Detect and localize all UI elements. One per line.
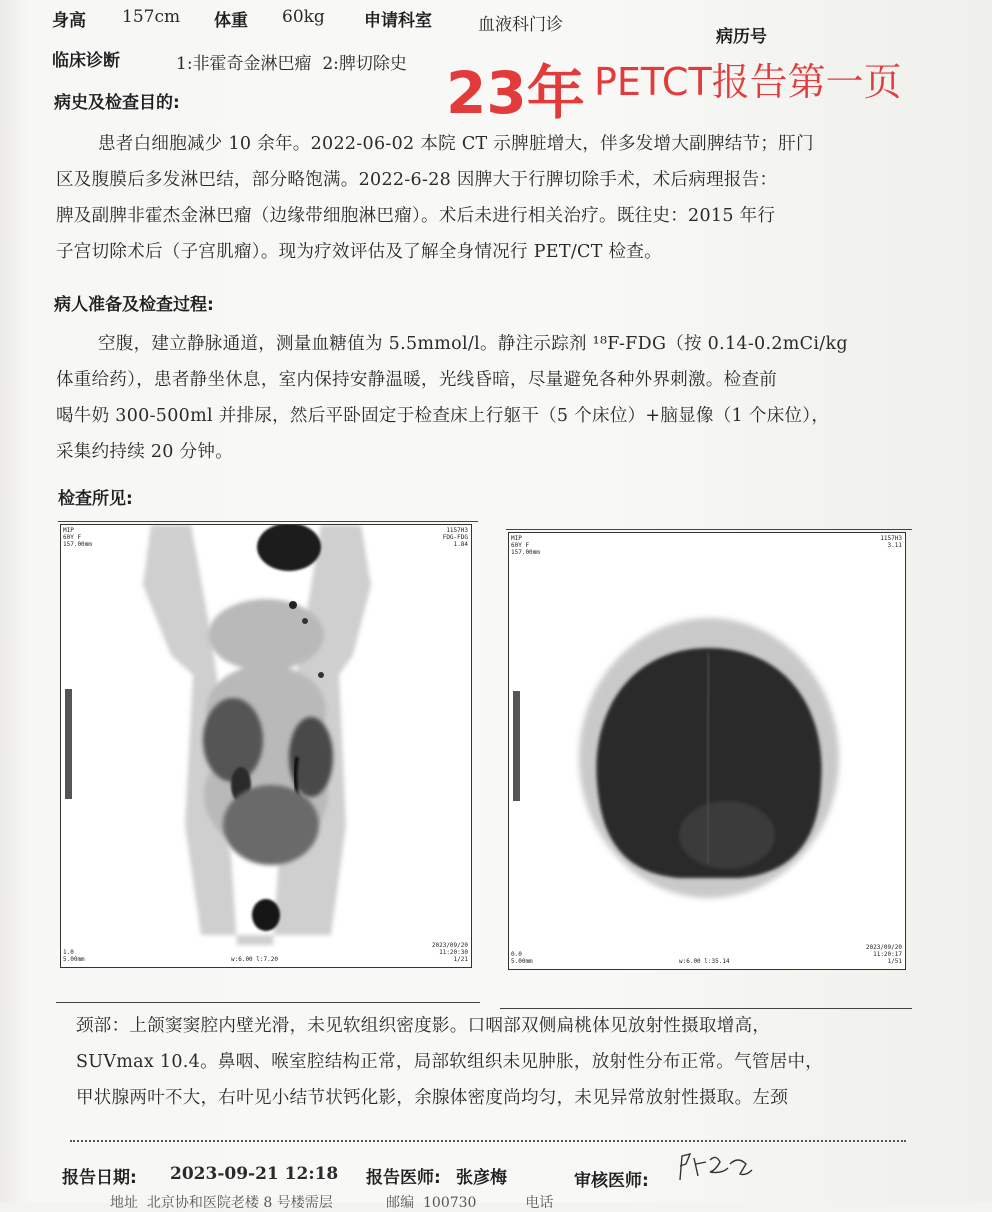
history-line: 子宫切除术后（子宫肌瘤）。现为疗效评估及了解全身情况行 PET/CT 检查。 [56,242,662,262]
height-value: 157cm [122,7,181,27]
image-corner-text: 0.0 5.00mm [511,951,533,965]
brain-mip-graphic [509,533,905,969]
image-corner-text: 2023/09/20 11:20:30 1/21 [431,942,468,963]
prep-paragraph [56,326,906,470]
history-paragraph [56,126,906,270]
record-label: 病历号 [716,27,767,47]
image-corner-text: MIP 60Y F 157.00mm [63,527,92,548]
image-top-rule [506,529,912,530]
findings-line: 颈部：上颌窦窦腔内壁光滑，未见软组织密度影。口咽部双侧扁桃体见放射性摄取增高， [76,1016,771,1036]
prep-line: 采集约持续 20 分钟。 [56,442,233,462]
whole-body-mip-graphic [61,525,471,967]
findings-line: SUVmax 10.4。鼻咽、喉室腔结构正常，局部软组织未见肿胀，放射性分布正常。气管居中， [76,1052,824,1072]
image-corner-text: 1.0 5.00mm [63,949,85,963]
image-corner-text: 1157H3 3.11 [880,535,902,549]
prep-line: 喝牛奶 300-500ml 并排尿，然后平卧固定于检查床上行躯干（5 个床位）+脑显像（1 个床位）， [56,406,830,426]
weight-value: 60kg [282,7,325,27]
image-corner-text: MIP 60Y F 157.00mm [511,535,540,556]
findings-heading: 检查所见: [58,489,133,509]
report-doctor-value: 张彦梅 [456,1168,507,1188]
history-line: 脾及副脾非霍杰金淋巴瘤（边缘带细胞淋巴瘤）。术后未进行相关治疗。既往史：2015 年行 [56,206,776,226]
reviewer-label: 审核医师: [574,1171,649,1191]
prep-line: 空腹，建立静脉通道，测量血糖值为 5.5mmol/l。静注示踪剂 ¹⁸F-FDG（按 0.14-0.2mCi/kg [98,334,848,354]
address-line: 地址 北京协和医院老楼 8 号楼需层 邮编 100730 电话 [110,1195,554,1211]
year-annotation: 23年 [446,59,585,127]
history-line: 区及腹膜后多发淋巴结，部分略饱满。2022-6-28 因脾大于行脾切除手术，术后病理报告： [56,170,778,190]
image-top-rule [58,521,478,522]
height-label: 身高 [52,11,86,31]
dept-label: 申请科室 [364,11,432,31]
image-corner-text: w:6.00 l:35.14 [679,958,730,965]
report-doctor-label: 报告医师: [366,1168,441,1188]
image-corner-text: 2023/09/20 11:20:17 1/51 [865,944,902,965]
prep-heading: 病人准备及检查过程: [54,295,214,315]
findings-line: 甲状腺两叶不大，右叶见小结节状钙化影，余腺体密度尚均匀，未见异常放射性摄取。左颈 [76,1088,788,1108]
diagnosis-value: 1:非霍奇金淋巴瘤 2:脾切除史 [176,54,407,74]
image-corner-text: w:6.00 l:7.20 [231,956,278,963]
image-corner-text: 1157H3 FDG-FDG 1.84 [442,527,468,548]
reviewer-signature [676,1150,756,1186]
diagnosis-label: 临床诊断 [52,51,120,71]
history-heading: 病史及检查目的: [54,93,180,113]
dept-value: 血液科门诊 [478,15,563,35]
history-line: 患者白细胞减少 10 余年。2022-06-02 本院 CT 示脾脏增大，伴多发增大副脾结节；肝门 [98,134,814,154]
findings-top-rule [56,1002,480,1003]
footer-separator [70,1140,906,1142]
weight-label: 体重 [214,11,248,31]
findings-paragraph [76,1008,912,1116]
page-annotation: PETCT报告第一页 [594,60,902,104]
prep-line: 体重给药），患者静坐休息，室内保持安静温暖，光线昏暗，尽量避免各种外界刺激。检查前 [56,370,778,390]
report-date-label: 报告日期: [62,1168,137,1188]
pet-brain-image [508,532,906,970]
pet-whole-body-image [60,524,472,968]
report-date-value: 2023-09-21 12:18 [170,1164,339,1184]
